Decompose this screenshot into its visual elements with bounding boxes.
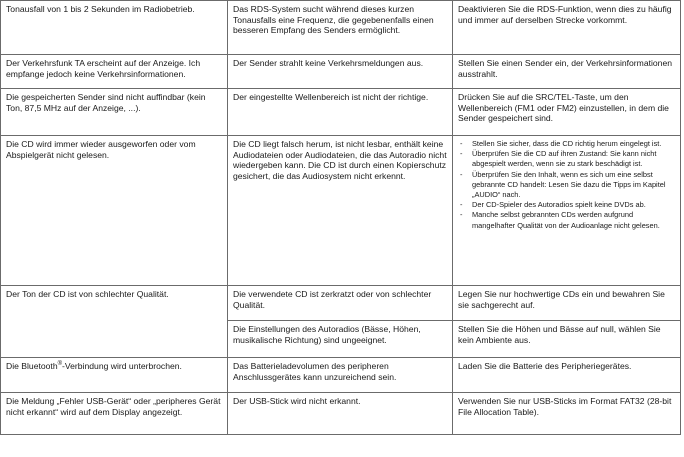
solution-text: Verwenden Sie nur USB-Sticks im Format FAT32 (28-bit File Allocation Table).	[458, 396, 672, 417]
list-item: - Der CD-Spieler des Autoradios spielt keine DVDs ab.	[458, 200, 676, 210]
list-item: - Überprüfen Sie den Inhalt, wenn es sich um eine selbst gebrannte CD handelt: Lesen Sie dazu die Tipps im Kapitel „AUDIO“ nach.	[458, 170, 676, 201]
list-item: - Manche selbst gebrannten CDs werden aufgrund mangelhafter Qualität von der Audioanlage nicht gelesen.	[458, 210, 676, 230]
table-row	[1, 136, 681, 286]
solution-cell	[453, 1, 681, 55]
table-row	[1, 55, 681, 89]
problem-text-end: -Verbindung wird unterbrochen.	[62, 361, 182, 371]
table-row	[1, 358, 681, 393]
cause-text: Der eingestellte Wellenbereich ist nicht der richtige.	[233, 92, 429, 102]
cause-text: Der USB-Stick wird nicht erkannt.	[233, 396, 361, 406]
problem-text-start: Die Bluetooth	[6, 361, 58, 371]
cause-cell	[228, 286, 453, 321]
table-row	[1, 286, 681, 321]
cause-cell	[228, 358, 453, 393]
problem-cell	[1, 89, 228, 136]
problem-cell	[1, 136, 228, 286]
solution-cell	[453, 286, 681, 321]
problem-text: Die Meldung „Fehler USB-Gerät“ oder „peripheres Gerät nicht erkannt“ wird auf dem Display angezeigt.	[6, 396, 221, 417]
cause-cell	[228, 136, 453, 286]
cause-cell	[228, 321, 453, 358]
problem-text: Die CD wird immer wieder ausgeworfen oder vom Abspielgerät nicht gelesen.	[6, 139, 196, 160]
solution-cell	[453, 89, 681, 136]
solution-text: Drücken Sie auf die SRC/TEL-Taste, um den Wellenbereich (FM1 oder FM2) einzustellen, in dem die Sender gespeichert sind.	[458, 92, 669, 124]
cause-text: Das Batterieladevolumen des peripheren Anschlussgerätes kann unzureichend sein.	[233, 361, 397, 382]
problem-cell	[1, 286, 228, 358]
solution-text: Stellen Sie einen Sender ein, der Verkehrsinformationen ausstrahlt.	[458, 58, 673, 79]
problem-cell	[1, 358, 228, 393]
problem-text: Tonausfall von 1 bis 2 Sekunden im Radiobetrieb.	[6, 4, 195, 14]
solution-cell	[453, 321, 681, 358]
problem-cell	[1, 1, 228, 55]
solution-text: Stellen Sie die Höhen und Bässe auf null, wählen Sie kein Ambiente aus.	[458, 324, 661, 345]
solution-cell	[453, 358, 681, 393]
solution-cell	[453, 136, 681, 286]
solution-cell	[453, 55, 681, 89]
list-item: - Stellen Sie sicher, dass die CD richtig herum eingelegt ist.	[458, 139, 676, 149]
cause-cell	[228, 393, 453, 435]
cause-text: Die verwendete CD ist zerkratzt oder von schlechter Qualität.	[233, 289, 432, 310]
cause-cell	[228, 55, 453, 89]
problem-text: Die gespeicherten Sender sind nicht auffindbar (kein Ton, 87,5 MHz auf der Anzeige, ...).	[6, 92, 206, 113]
table-row	[1, 1, 681, 55]
problem-text: Der Verkehrsfunk TA erscheint auf der Anzeige. Ich empfange jedoch keine Verkehrsinformationen.	[6, 58, 201, 79]
cause-text: Der Sender strahlt keine Verkehrsmeldungen aus.	[233, 58, 424, 68]
table-row	[1, 89, 681, 136]
cause-text: Das RDS-System sucht während dieses kurzen Tonausfalls eine Frequenz, die gegebenenfalls einen besseren Empfang des Senders ermöglicht.	[233, 4, 434, 36]
registered-mark: ®	[57, 361, 63, 368]
solution-text: Legen Sie nur hochwertige CDs ein und bewahren Sie sie sachgerecht auf.	[458, 289, 665, 310]
solution-cell	[453, 393, 681, 435]
cause-cell	[228, 1, 453, 55]
cause-cell	[228, 89, 453, 136]
cause-text: Die CD liegt falsch herum, ist nicht lesbar, enthält keine Audiodateien oder Audiodateien, die das Autoradio nicht wiedergeben kann. Die CD ist durch einen Kopierschutz gesichert, die das Audiosystem nicht erkennt.	[233, 139, 447, 182]
problem-text: Der Ton der CD ist von schlechter Qualität.	[6, 289, 169, 299]
solution-text: Deaktivieren Sie die RDS-Funktion, wenn dies zu häufig und immer auf derselben Strecke vorkommt.	[458, 4, 672, 25]
list-item: - Überprüfen Sie die CD auf ihren Zustand: Sie kann nicht abgespielt werden, wenn sie zu stark beschädigt ist.	[458, 149, 676, 169]
table-row	[1, 393, 681, 435]
cause-text: Die Einstellungen des Autoradios (Bässe, Höhen, musikalische Richtung) sind ungeeignet.	[233, 324, 421, 345]
solution-list	[458, 139, 676, 231]
problem-cell	[1, 393, 228, 435]
problem-text	[6, 361, 223, 372]
problem-cell	[1, 55, 228, 89]
solution-text: Laden Sie die Batterie des Peripheriegerätes.	[458, 361, 632, 371]
